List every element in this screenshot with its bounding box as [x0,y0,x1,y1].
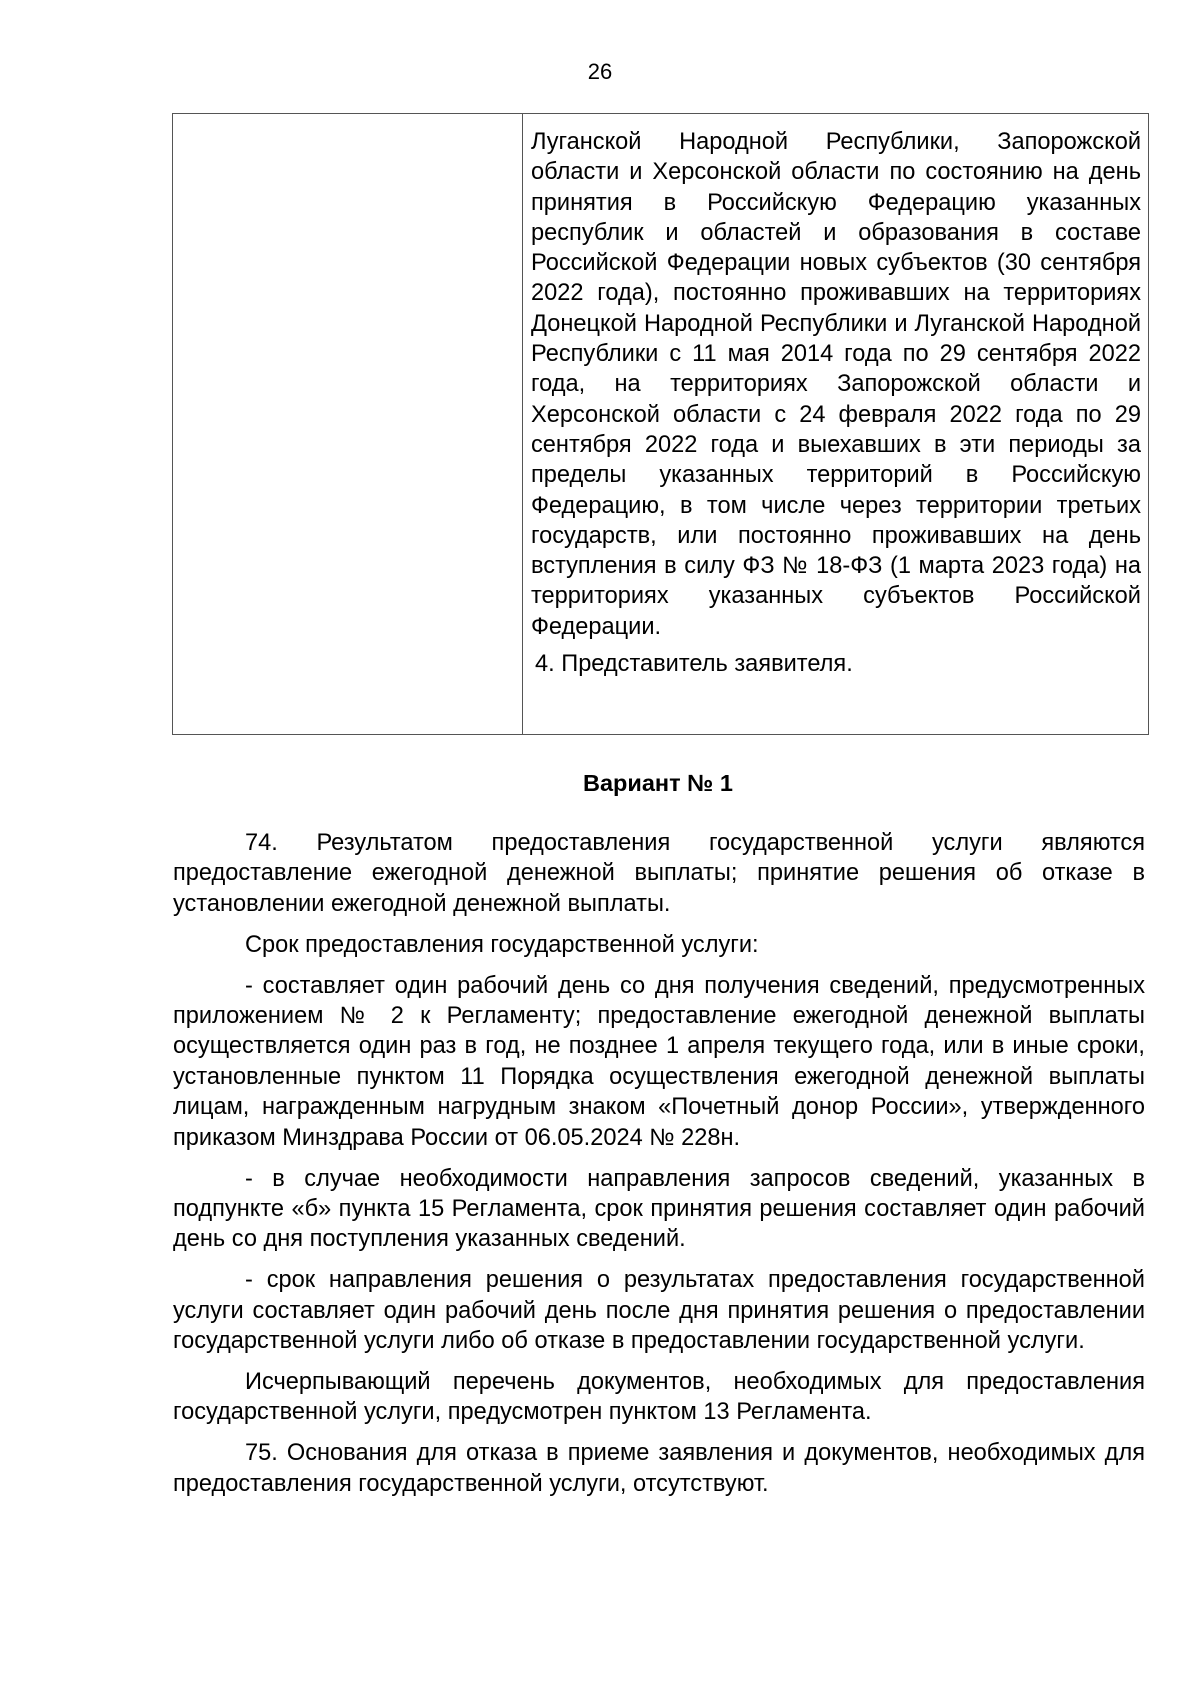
section-heading: Вариант № 1 [583,770,733,796]
continuation-table [172,113,1149,735]
table-row [173,114,1149,735]
section-body [173,828,1145,1510]
paragraph-term-item-1: - составляет один рабочий день со дня получения сведений, предусмотренных приложением № 2 к Регламенту; предоставление ежегодной денежной выплаты осуществляется один раз в год, не позднее 1 апреля текущего года, или в иные сроки, установленные пунктом 11 Порядка осуществления ежегодной денежной выплаты лицам, награжденным нагрудным знаком «Почетный донор России», утвержденного приказом Минздрава России от 06.05.2024 № 228н. [173,972,1145,1151]
paragraph-term-item-2: - в случае необходимости направления запросов сведений, указанных в подпункте «б» пункта 15 Регламента, срок принятия решения составляет один рабочий день со дня поступления указанных сведений. [173,1165,1145,1253]
table-cell-right [523,114,1149,735]
table-cell-text [523,114,1148,679]
paragraph-75: 75. Основания для отказа в приеме заявления и документов, необходимых для предоставления государственной услуги, отсутствуют. [173,1440,1145,1497]
applicant-category-text: Луганской Народной Республики, Запорожской области и Херсонской области по состоянию на день принятия в Российскую Федерацию указанных республик и областей и образования в составе Российской Федерации новых субъектов (30 сентября 2022 года), постоянно проживавших на территориях Донецкой Народной Республики и Луганской Народной Республики с 11 мая 2014 года по 29 сентября 2022 года, на территориях Запорожской области и Херсонской области с 24 февраля 2022 года по 29 сентября 2022 года и выехавших в эти периоды за пределы указанных территорий в Российскую Федерацию, в том числе через территории третьих государств, или постоянно проживавших на день вступления в силу ФЗ № 18-ФЗ (1 марта 2023 года) на территориях указанных субъектов Российской Федерации. [531,129,1141,640]
paragraph-term-title: Срок предоставления государственной услуги: [245,931,759,958]
table-cell-left [173,114,523,735]
applicant-item-4: 4. Представитель заявителя. [535,651,853,678]
paragraph-74: 74. Результатом предоставления государственной услуги являются предоставление ежегодной денежной выплаты; принятие решения об отказе в установлении ежегодной денежной выплаты. [173,830,1145,917]
paragraph-documents-list: Исчерпывающий перечень документов, необходимых для предоставления государственной услуги, предусмотрен пунктом 13 Регламента. [173,1369,1145,1426]
paragraph-term-item-3: - срок направления решения о результатах предоставления государственной услуги составляет один рабочий день после дня принятия решения о предоставлении государственной услуги либо об отказе в предоставлении государственной услуги. [173,1267,1145,1355]
page-number: 26 [587,59,613,84]
